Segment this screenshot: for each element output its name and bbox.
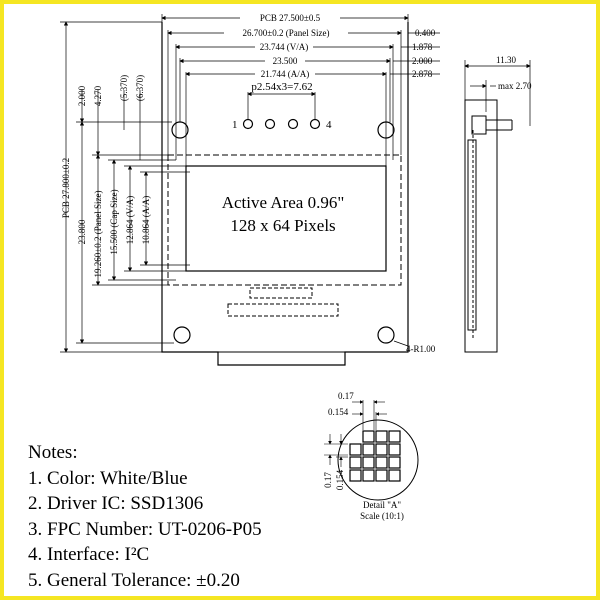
side-view	[465, 60, 530, 352]
dim-panel-height: 19.260±0.2 (Panel Size)	[93, 190, 103, 278]
dim-4270: 4.270	[93, 85, 103, 107]
dim-aa-height: 10.864 (A/A)	[141, 195, 151, 245]
note-color: 1. Color: White/Blue	[28, 467, 188, 489]
dim-side-width: 11.30	[496, 55, 516, 65]
active-area-pixels: 128 x 64 Pixels	[230, 216, 336, 235]
dim-5370: (5.370)	[119, 74, 129, 102]
detail-label: Detail "A"	[362, 500, 402, 510]
dim-cap-height: 15.500 (Cap Size)	[109, 189, 119, 255]
notes-heading: Notes:	[28, 442, 78, 463]
dim-6370: (6.370)	[135, 74, 145, 102]
dim-va-width: 23.744 (V/A)	[259, 42, 309, 52]
dim-2878: 2.878	[412, 69, 433, 79]
dim-side-max: max 2.70	[498, 81, 532, 91]
detail-0154-left: 0.154	[335, 469, 345, 491]
dim-va-height: 12.864 (V/A)	[125, 195, 135, 245]
notes-block	[28, 440, 262, 593]
detail-scale: Scale (10:1)	[360, 511, 404, 521]
pin-holes	[244, 120, 320, 129]
dim-panel-width: 26.700±0.2 (Panel Size)	[242, 28, 330, 38]
dim-pin-pitch: p2.54x3=7.62	[251, 81, 313, 93]
note-driver-ic: 2. Driver IC: SSD1306	[28, 493, 204, 514]
dim-23800: 23.800	[77, 219, 87, 245]
dim-23500: 23.500	[272, 56, 298, 66]
dim-pcb-height: PCB 27.800±0.2	[61, 157, 71, 219]
note-fpc-number: 3. FPC Number: UT-0206-P05	[28, 518, 262, 540]
dim-2000-left: 2.000	[77, 85, 87, 107]
detail-017-top: 0.17	[338, 391, 354, 401]
ic-outline	[250, 288, 312, 298]
pin-label-last: 4	[326, 119, 332, 131]
pin-label-first: 1	[232, 119, 238, 131]
dim-0400: 0.400	[415, 28, 436, 38]
note-interface: 4. Interface: I²C	[28, 544, 150, 565]
detail-017-left: 0.17	[323, 472, 333, 488]
dim-pcb-width: PCB 27.500±0.5	[259, 13, 321, 23]
active-area-title: Active Area 0.96"	[221, 193, 345, 212]
fpc-outline	[228, 304, 338, 316]
dim-corner-radius: 4-R1.00	[406, 344, 436, 354]
note-tolerance: 5. General Tolerance: ±0.20	[28, 569, 240, 591]
detail-0154-top: 0.154	[328, 407, 349, 417]
dim-1878: 1.878	[412, 42, 433, 52]
dim-2000-right: 2.000	[412, 56, 433, 66]
dim-aa-width: 21.744 (A/A)	[260, 69, 310, 79]
